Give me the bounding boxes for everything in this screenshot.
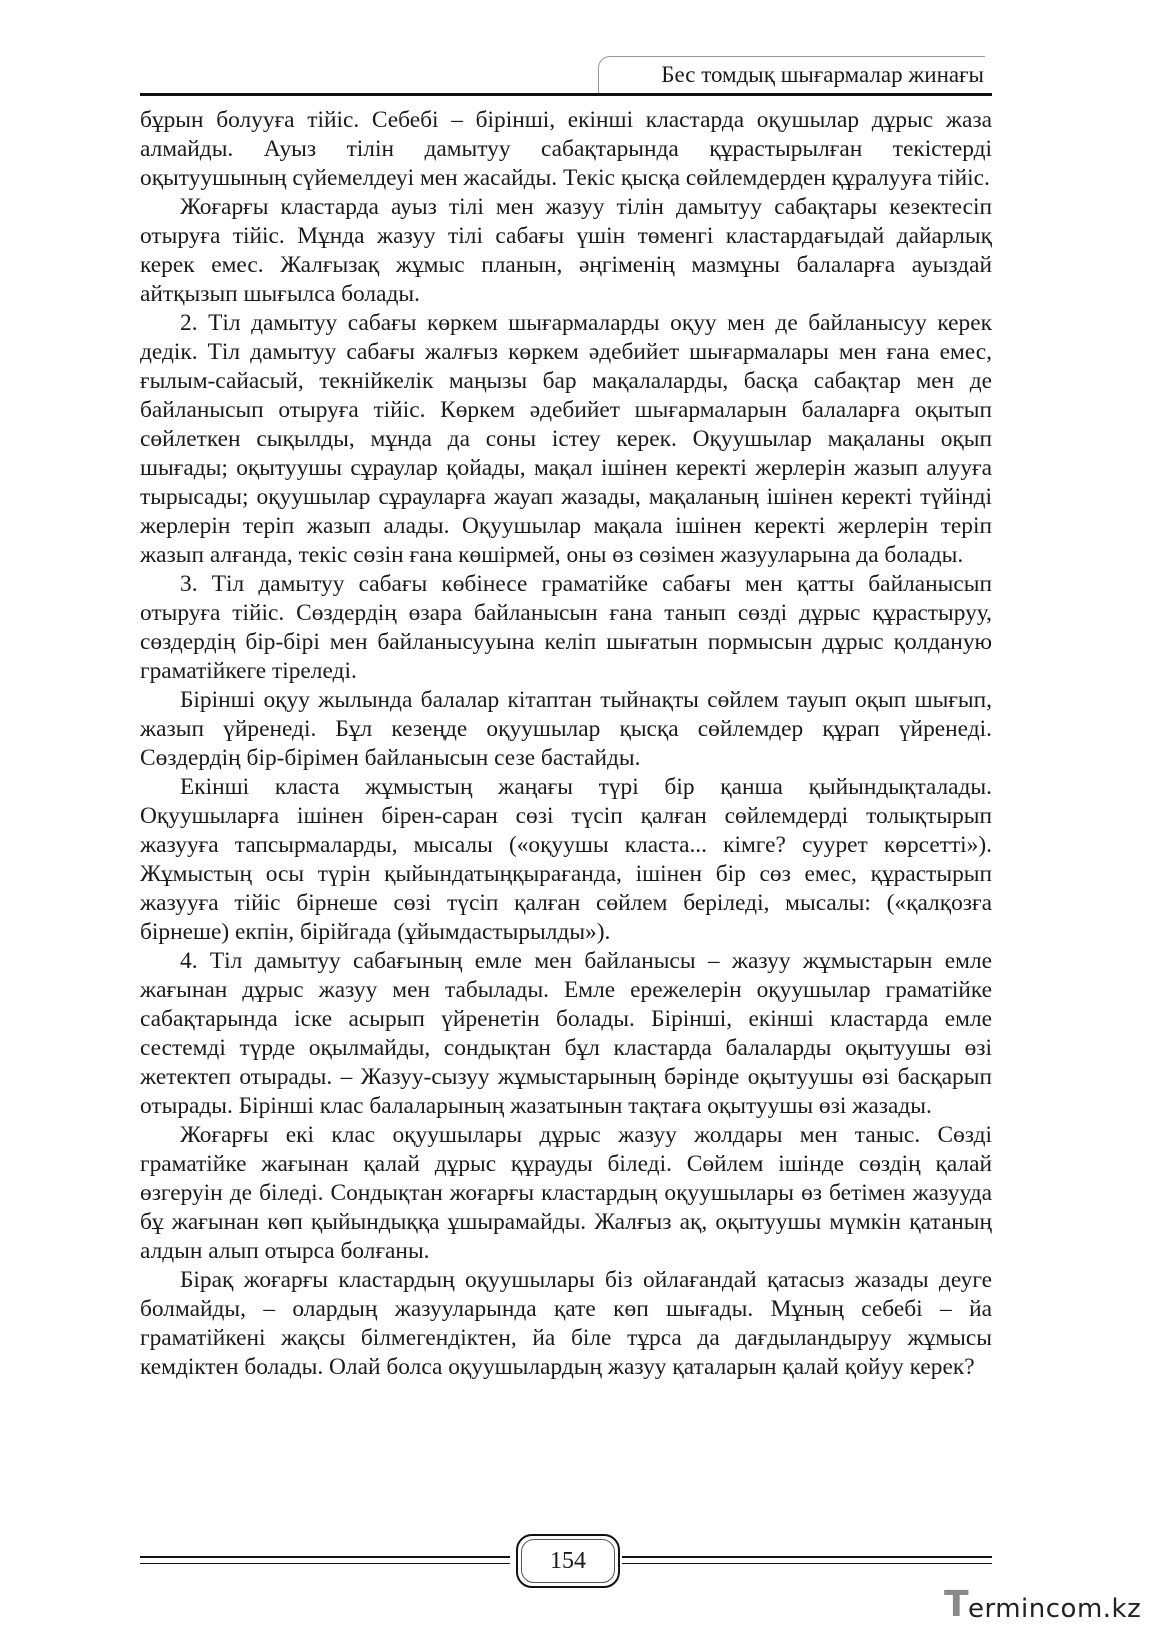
page-number: 154 bbox=[550, 1548, 586, 1574]
paragraph-2: Жоғарғы кластарда ауыз тілі мен жазуу тілін дамытуу сабақтары кезектесіп отыруға тійіс. Мұнда жазуу тілі сабағы үшін төменгі кластардағыдай дайарлық керек емес. Жалғызақ жұмыс планын, әңгіменің мазмұны балаларға ауыздай айтқызып шығылса болады. bbox=[140, 194, 992, 307]
header-rule bbox=[140, 93, 992, 96]
footer-rule-right bbox=[622, 1556, 992, 1558]
paragraph-4: 3. Тіл дамытуу сабағы көбінесе граматійке сабағы мен қатты байланысып отыруға тійіс. Сөздердің өзара байланысын ғана танып сөзді дұрыс құрастыруу, сөздердің бір-бірі мен байланысууына келіп шығатын пормысын дұрыс қолданую граматійкеге тіреледі. bbox=[140, 571, 992, 684]
paragraph-1: бұрын болууға тійіс. Себебі – бірінші, екінші кластарда оқушылар дұрыс жаза алмайды. Ауыз тілін дамытуу сабақтарында құрастырылған текістерді оқытуушының сүйемелдеуі мен жасайды. Текіс қысқа сөйлемдерден құралууға тійіс. bbox=[140, 107, 992, 191]
page-number-badge bbox=[516, 1534, 620, 1588]
page-footer bbox=[140, 1530, 992, 1590]
footer-rule-right-thin bbox=[622, 1563, 992, 1564]
paragraph-7: 4. Тіл дамытуу сабағының емле мен байланысы – жазуу жұмыстарын емле жағынан дұрыс жазуу мен табылады. Емле ережелерін оқуушылар граматійке сабақтарында іске асырып үйренетін болады. Бірінші, екінші кластарда емле сестемді түрде оқылмайды, сондықтан бұл кластарда балаларды оқытуушы өзі жетектеп отырады. – Жазуу-сызуу жұмыстарының бәрінде оқытуушы өзі басқарып отырады. Бірінші клас балаларының жазатынын тақтаға оқытуушы өзі жазады. bbox=[140, 948, 992, 1119]
paragraph-6: Екінші класта жұмыстың жаңағы түрі бір қанша қыйындықталады. Оқуушыларға ішінен бірен-саран сөзі түсіп қалған сөйлемдерді толықтырып жазууға тапсырмаларды, мысалы («оқуушы класта... кімге? суурет көрсетті»). Жұмыстың осы түрін қыйындатыңқырағанда, ішінен бір сөз емес, құрастырып жазууға тійіс бірнеше сөзі түсіп қалған сөйлем беріледі, мысалы: («қалқозға бірнеше) екпін, бірійгада (ұйымдастырылды»). bbox=[140, 774, 992, 945]
watermark-logo-letter: T bbox=[944, 1584, 969, 1625]
book-title: Бес томдық шығармалар жинағы bbox=[661, 62, 984, 87]
site-watermark bbox=[944, 1584, 1142, 1628]
watermark-text: ermincom.kz bbox=[968, 1594, 1142, 1624]
paragraph-8: Жоғарғы екі клас оқуушылары дұрыс жазуу жолдары мен таныс. Сөзді граматійке жағынан қалай дұрыс құрауды біледі. Сөйлем ішінде сөздің қалай өзгеруін де біледі. Сондықтан жоғарғы кластардың оқуушылары өз бетімен жазууда бұ жағынан көп қыйындыққа ұшырамайды. Жалғыз ақ, оқытуушы мүмкін қатаның алдын алып отырса болғаны. bbox=[140, 1122, 992, 1264]
footer-rule-left-thin bbox=[140, 1563, 510, 1564]
paragraph-5: Бірінші оқуу жылында балалар кітаптан тыйнақты сөйлем тауып оқып шығып, жазып үйренеді. Бұл кезеңде оқуушылар қысқа сөйлемдер құрап үйренеді. Сөздердің бір-бірімен байланысын сезе бастайды. bbox=[140, 687, 992, 771]
running-header bbox=[140, 52, 992, 96]
page-body bbox=[140, 106, 992, 1382]
paragraph-9: Бірақ жоғарғы кластардың оқуушылары біз ойлағандай қатасыз жазады деуге болмайды, – олардың жазууларында қате көп шығады. Мұның себебі – йа граматійкені жақсы білмегендіктен, йа біле тұрса да дағдыландыруу жұмысы кемдіктен болады. Олай болса оқуушылардың жазуу қаталарын қалай қойуу керек? bbox=[140, 1267, 992, 1380]
footer-rule-left bbox=[140, 1556, 510, 1558]
paragraph-3: 2. Тіл дамытуу сабағы көркем шығармаларды оқуу мен де байланысуу керек дедік. Тіл дамытуу сабағы жалғыз көркем әдебийет шығармалары мен ғана емес, ғылым-сайасый, текнійкелік маңызы бар мақалаларды, басқа сабақтар мен де байланысып отыруға тійіс. Көркем әдебийет шығармаларын балаларға оқытып сөйлеткен сықылды, мұнда да соны істеу керек. Оқуушылар мақаланы оқып шығады; оқытуушы сұраулар қойады, мақал ішінен керекті жерлерін жазып алууға тырысады; оқуушылар сұрауларға жауап жазады, мақаланың ішінен керекті түйінді жерлерін теріп жазып алады. Оқуушылар мақала ішінен керекті жерлерін теріп жазып алғанда, текіс сөзін ғана көшірмей, оны өз сөзімен жазууларына да болады. bbox=[140, 310, 992, 568]
